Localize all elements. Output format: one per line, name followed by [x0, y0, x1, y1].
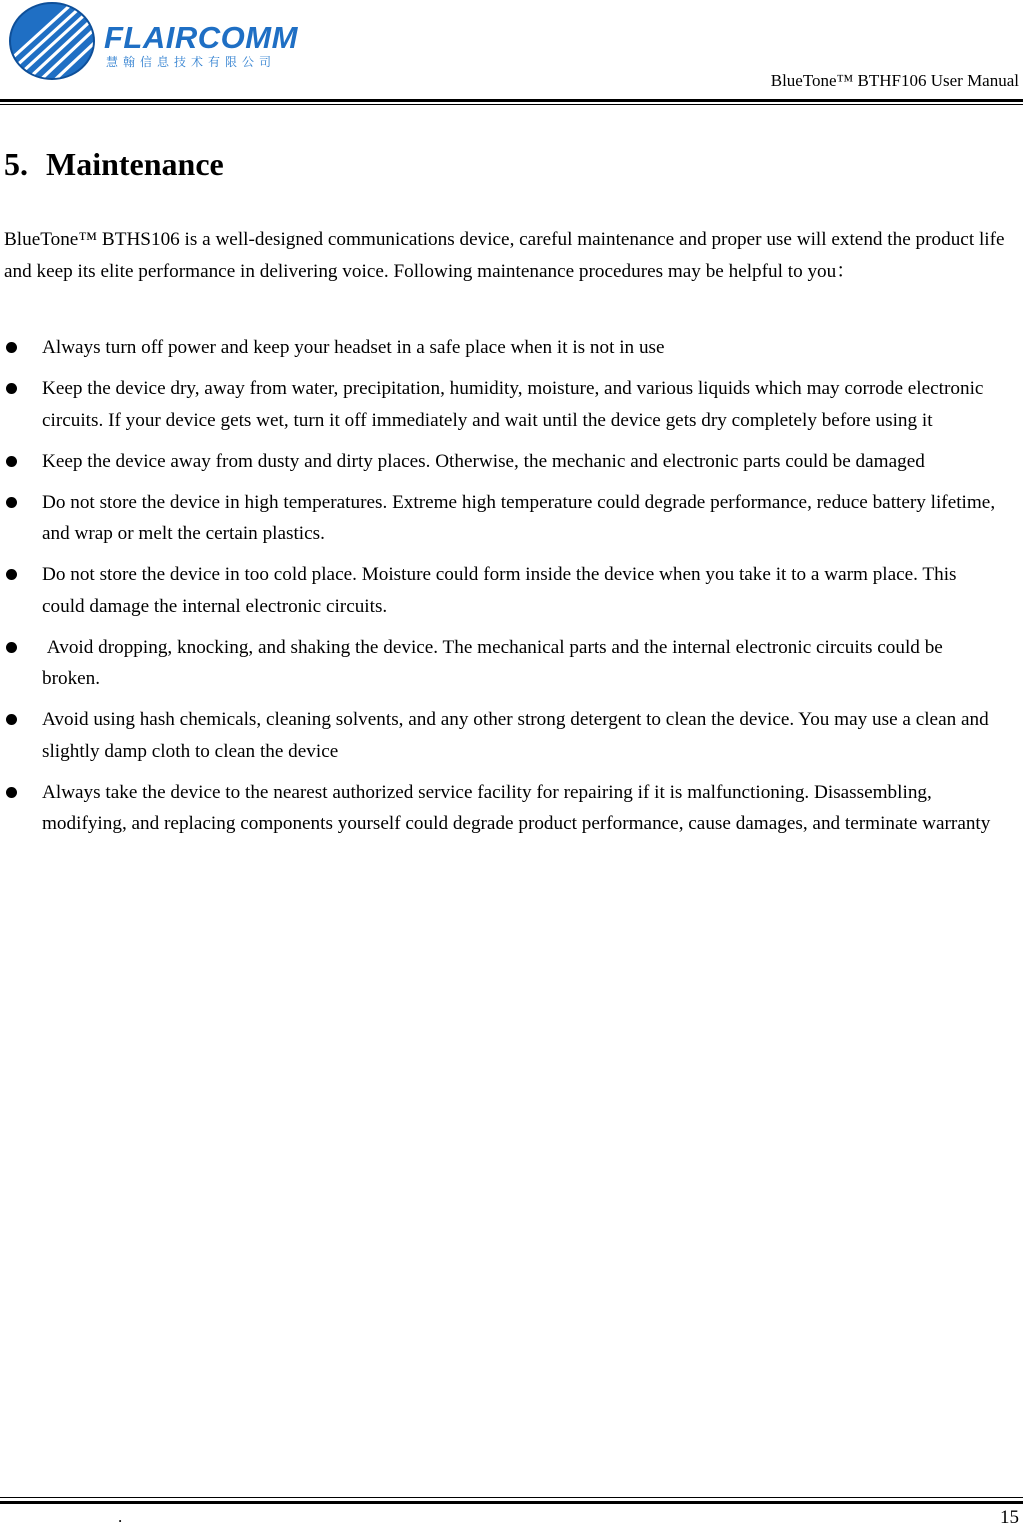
- section-heading: [4, 148, 224, 180]
- bullet-icon: [6, 642, 17, 653]
- footer-rule-thin: [0, 1497, 1023, 1498]
- footer-rule-thick: [0, 1501, 1023, 1504]
- list-item-text: Avoid dropping, knocking, and shaking the device. The mechanical parts and the internal electronic circuits could be broken.: [42, 636, 948, 689]
- bullet-icon: [6, 787, 17, 798]
- list-item-text: Always take the device to the nearest authorized service facility for repairing if it is malfunctioning. Disassembling, modifying, and replacing components yourself could degrade product performance, cause damages, and terminate warranty: [42, 781, 991, 834]
- page-header: [0, 0, 1023, 106]
- bullet-icon: [6, 569, 17, 580]
- bullet-icon: [6, 342, 17, 353]
- list-item: [0, 446, 1002, 478]
- bullet-icon: [6, 383, 17, 394]
- list-item-text: Always turn off power and keep your headset in a safe place when it is not in use: [42, 337, 665, 358]
- logo-subtitle: 慧翰信息技术有限公司: [106, 55, 277, 69]
- bullet-icon: [6, 456, 17, 467]
- intro-paragraph: BlueTone™ BTHS106 is a well-designed communications device, careful maintenance and proper use will extend the product life and keep its elite performance in delivering voice. Following maintenance procedures may be helpful to you：: [4, 229, 1005, 282]
- section-number: 5.: [4, 146, 28, 182]
- header-rule-thin: [0, 104, 1023, 105]
- list-item: [0, 704, 1002, 767]
- list-item-text: Do not store the device in high temperatures. Extreme high temperature could degrade performance, reduce battery lifetime, and wrap or melt the certain plastics.: [42, 491, 996, 544]
- page-number: 15: [1000, 1507, 1019, 1528]
- bullet-icon: [6, 714, 17, 725]
- list-item: [0, 332, 1002, 364]
- list-item: [0, 559, 1002, 622]
- list-item-text: Do not store the device in too cold place. Moisture could form inside the device when you take it to a warm place. This could damage the internal electronic circuits.: [42, 564, 957, 617]
- section-title: Maintenance: [46, 146, 224, 182]
- logo-brand-text: FLAIRCOMM: [104, 20, 298, 55]
- list-item: [0, 373, 1002, 436]
- bullet-icon: [6, 497, 17, 508]
- company-logo: [6, 0, 316, 86]
- list-item-text: Keep the device away from dusty and dirty places. Otherwise, the mechanic and electronic parts could be damaged: [42, 450, 925, 472]
- list-item: [0, 632, 1002, 695]
- footer-mark: .: [118, 1507, 123, 1526]
- header-rule-thick: [0, 99, 1023, 102]
- list-item-text: Avoid using hash chemicals, cleaning solvents, and any other strong detergent to clean the device. You may use a clean and slightly damp cloth to clean the device: [42, 709, 989, 762]
- document-title: BlueTone™ BTHF106 User Manual: [770, 71, 1019, 90]
- list-item-text: Keep the device dry, away from water, precipitation, humidity, moisture, and various liquids which may corrode electronic circuits. If your device gets wet, turn it off immediately and wait until the device gets dry completely before using it: [42, 378, 984, 431]
- maintenance-list: [0, 332, 1023, 849]
- list-item: [0, 487, 1002, 550]
- globe-logo-icon: [6, 0, 98, 86]
- list-item: [0, 777, 1002, 840]
